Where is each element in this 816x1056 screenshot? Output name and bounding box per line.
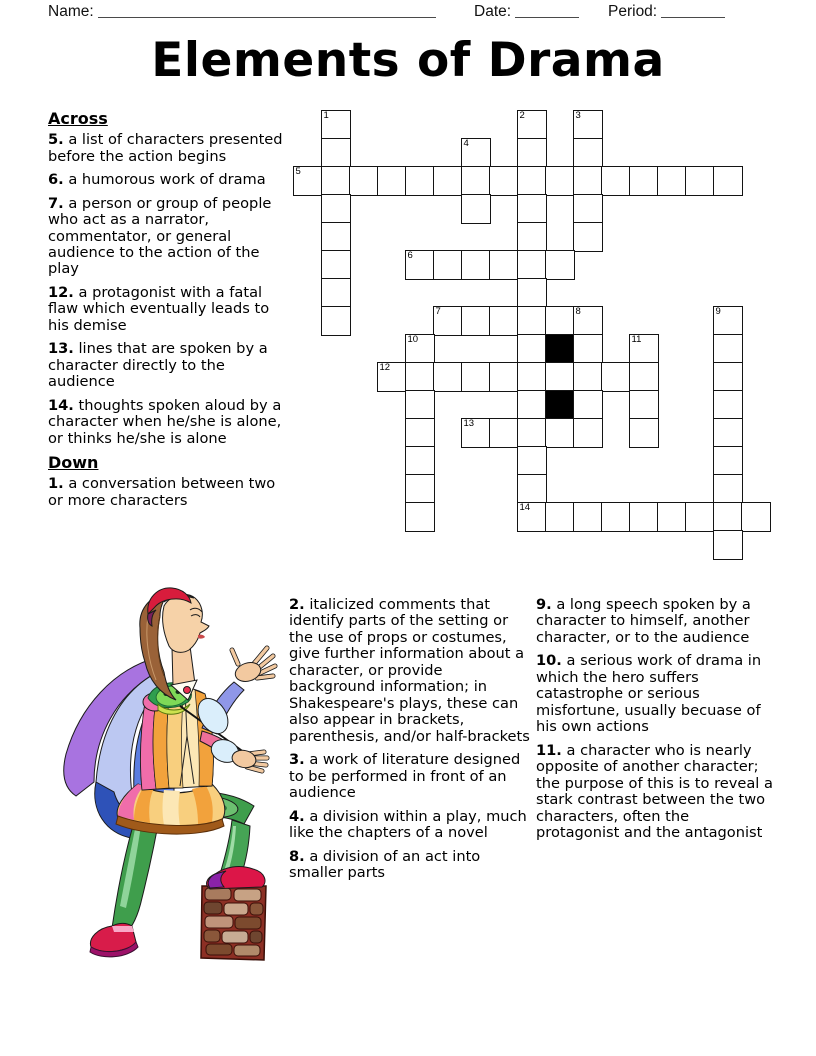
cell-number: 10	[407, 334, 419, 345]
grid-cell[interactable]	[321, 306, 351, 336]
grid-cell[interactable]	[657, 166, 687, 196]
cell-number: 4	[463, 138, 469, 149]
grid-cell[interactable]	[293, 166, 323, 196]
date-label: Date:	[474, 3, 512, 20]
down-heading: Down	[48, 453, 99, 473]
tunic-skirt	[116, 784, 225, 834]
clue-7: 7. a person or group of people who act as a narrator, commentator, or general audience to the action of the play	[48, 194, 272, 278]
cell-number: 3	[575, 110, 581, 121]
clue-14: 14. thoughts spoken aloud by a character when he/she is alone, or thinks he/she is alone	[48, 396, 282, 447]
date-field	[474, 3, 579, 21]
grid-cell[interactable]	[321, 278, 351, 308]
grid-cell[interactable]	[629, 502, 659, 532]
header	[0, 3, 816, 27]
grid-cell[interactable]	[405, 418, 435, 448]
grid-cell[interactable]	[713, 474, 743, 504]
period-field	[608, 3, 725, 21]
grid-cell[interactable]	[405, 390, 435, 420]
grid-cell[interactable]	[573, 138, 603, 168]
cell-number: 1	[323, 110, 329, 121]
down-clue-list-left	[48, 476, 283, 509]
grid-cell[interactable]	[321, 166, 351, 196]
clue-1: 1. a conversation between two or more characters	[48, 475, 276, 509]
grid-cell[interactable]	[461, 418, 491, 448]
grid-cell[interactable]	[517, 474, 547, 504]
grid-cell[interactable]	[461, 362, 491, 392]
grid-cell[interactable]	[629, 418, 659, 448]
grid-cell[interactable]	[433, 306, 463, 336]
grid-cell[interactable]	[629, 362, 659, 392]
grid-cell[interactable]	[517, 334, 547, 364]
name-field	[48, 3, 436, 21]
grid-cell[interactable]	[545, 418, 575, 448]
grid-cell[interactable]	[433, 362, 463, 392]
grid-cell[interactable]	[517, 110, 547, 140]
grid-cell[interactable]	[601, 502, 631, 532]
period-label: Period:	[608, 3, 658, 20]
grid-cell[interactable]	[517, 278, 547, 308]
grid-cell-black	[545, 390, 575, 420]
grid-cell[interactable]	[545, 166, 575, 196]
cell-number: 12	[379, 362, 391, 373]
grid-cell[interactable]	[713, 334, 743, 364]
period-blank-line[interactable]	[661, 4, 725, 18]
grid-cell[interactable]	[461, 250, 491, 280]
left-shoe	[90, 923, 138, 957]
cell-number: 5	[295, 166, 301, 177]
grid-cell[interactable]	[377, 166, 407, 196]
grid-cell[interactable]	[349, 166, 379, 196]
grid-cell[interactable]	[713, 166, 743, 196]
clue-6: 6. a humorous work of drama	[48, 171, 266, 189]
grid-cell[interactable]	[573, 502, 603, 532]
grid-cell[interactable]	[573, 334, 603, 364]
grid-cell[interactable]	[685, 166, 715, 196]
cell-number: 9	[715, 306, 721, 317]
grid-cell[interactable]	[545, 362, 575, 392]
clue-13: 13. lines that are spoken by a character directly to the audience	[48, 340, 268, 391]
grid-cell[interactable]	[489, 306, 519, 336]
grid-cell[interactable]	[377, 362, 407, 392]
name-label: Name:	[48, 3, 94, 20]
across-heading: Across	[48, 109, 108, 128]
grid-cell[interactable]	[321, 222, 351, 252]
grid-cell[interactable]	[517, 418, 547, 448]
grid-cell[interactable]	[517, 194, 547, 224]
grid-cell[interactable]	[321, 138, 351, 168]
grid-cell[interactable]	[405, 334, 435, 364]
cell-number: 7	[435, 306, 441, 317]
grid-cell[interactable]	[601, 362, 631, 392]
grid-cell[interactable]	[517, 250, 547, 280]
grid-cell[interactable]	[517, 138, 547, 168]
grid-cell[interactable]	[321, 250, 351, 280]
clue-2: 2. italicized comments that identify parts of the setting or the use of props or costumes, give further information about a character, or provide background information; in Shakespeare's plays, these can also appear in brackets, parenthesis, and/or half-brackets	[289, 596, 530, 745]
grid-cell[interactable]	[573, 110, 603, 140]
grid-cell[interactable]	[405, 166, 435, 196]
clues-left-column	[48, 110, 283, 516]
clue-12: 12. a protagonist with a fatal flaw which eventually leads to his demise	[48, 283, 270, 334]
grid-cell[interactable]	[713, 446, 743, 476]
grid-cell[interactable]	[713, 418, 743, 448]
grid-cell[interactable]	[405, 474, 435, 504]
grid-cell[interactable]	[573, 390, 603, 420]
grid-cell[interactable]	[517, 306, 547, 336]
grid-cell[interactable]	[713, 306, 743, 336]
grid-cell[interactable]	[433, 166, 463, 196]
down-clue-list-middle	[289, 597, 532, 882]
grid-cell[interactable]	[573, 306, 603, 336]
grid-cell[interactable]	[601, 166, 631, 196]
grid-cell[interactable]	[405, 362, 435, 392]
grid-cell[interactable]	[321, 194, 351, 224]
clue-9: 9. a long speech spoken by a character to himself, another character, or to the audience	[536, 596, 751, 646]
grid-cell[interactable]	[713, 390, 743, 420]
grid-cell[interactable]	[517, 222, 547, 252]
face	[163, 595, 209, 653]
grid-cell[interactable]	[433, 250, 463, 280]
cell-number: 13	[463, 418, 475, 429]
grid-cell[interactable]	[573, 222, 603, 252]
crossword-grid	[293, 110, 772, 561]
grid-cell[interactable]	[489, 166, 519, 196]
grid-cell[interactable]	[405, 446, 435, 476]
grid-cell[interactable]	[461, 306, 491, 336]
grid-cell[interactable]	[517, 166, 547, 196]
grid-cell[interactable]	[713, 502, 743, 532]
grid-cell[interactable]	[657, 502, 687, 532]
grid-cell[interactable]	[629, 166, 659, 196]
grid-cell[interactable]	[685, 502, 715, 532]
grid-cell[interactable]	[573, 166, 603, 196]
grid-cell[interactable]	[489, 362, 519, 392]
cell-number: 6	[407, 250, 413, 261]
actor-illustration	[52, 586, 290, 973]
grid-cell[interactable]	[461, 194, 491, 224]
grid-cell[interactable]	[517, 362, 547, 392]
clues-middle-column	[289, 597, 532, 889]
grid-cell[interactable]	[741, 502, 771, 532]
grid-cell[interactable]	[461, 166, 491, 196]
right-shoe	[207, 867, 265, 889]
grid-cell[interactable]	[461, 138, 491, 168]
cell-number: 8	[575, 306, 581, 317]
grid-cell[interactable]	[405, 502, 435, 532]
cell-number: 11	[631, 334, 642, 345]
grid-cell[interactable]	[321, 110, 351, 140]
cell-number: 14	[519, 502, 531, 513]
across-clue-list	[48, 132, 283, 447]
clue-10: 10. a serious work of drama in which the hero suffers catastrophe or serious misfortune, usually becuase of his own actions	[536, 652, 762, 736]
clue-3: 3. a work of literature designed to be performed in front of an audience	[289, 751, 521, 802]
grid-cell[interactable]	[573, 362, 603, 392]
clue-4: 4. a division within a play, much like the chapters of a novel	[289, 807, 527, 842]
grid-cell[interactable]	[573, 194, 603, 224]
grid-cell[interactable]	[545, 502, 575, 532]
grid-cell[interactable]	[713, 362, 743, 392]
grid-cell[interactable]	[545, 306, 575, 336]
grid-cell[interactable]	[545, 250, 575, 280]
grid-cell[interactable]	[405, 250, 435, 280]
date-blank-line[interactable]	[515, 4, 579, 18]
brick-pedestal	[201, 886, 266, 960]
clue-11: 11. a character who is nearly opposite of another character; the purpose of this is to reveal a stark contrast between the two characters, often the protagonist and the antagonist	[536, 741, 773, 842]
down-clue-list-right	[536, 597, 774, 842]
page-title: Elements of Drama	[151, 33, 665, 88]
name-blank-line[interactable]	[98, 4, 436, 18]
clue-5: 5. a list of characters presented before the action begins	[48, 131, 283, 165]
grid-cell[interactable]	[517, 446, 547, 476]
clues-right-column	[536, 597, 774, 849]
grid-cell[interactable]	[573, 418, 603, 448]
grid-cell[interactable]	[489, 250, 519, 280]
grid-cell-black	[545, 334, 575, 364]
cell-number: 2	[519, 110, 525, 121]
grid-cell[interactable]	[713, 530, 743, 560]
grid-cell[interactable]	[489, 418, 519, 448]
clue-8: 8. a division of an act into smaller parts	[289, 847, 481, 882]
grid-cell[interactable]	[629, 334, 659, 364]
grid-cell[interactable]	[517, 390, 547, 420]
grid-cell[interactable]	[629, 390, 659, 420]
grid-cell[interactable]	[517, 502, 547, 532]
